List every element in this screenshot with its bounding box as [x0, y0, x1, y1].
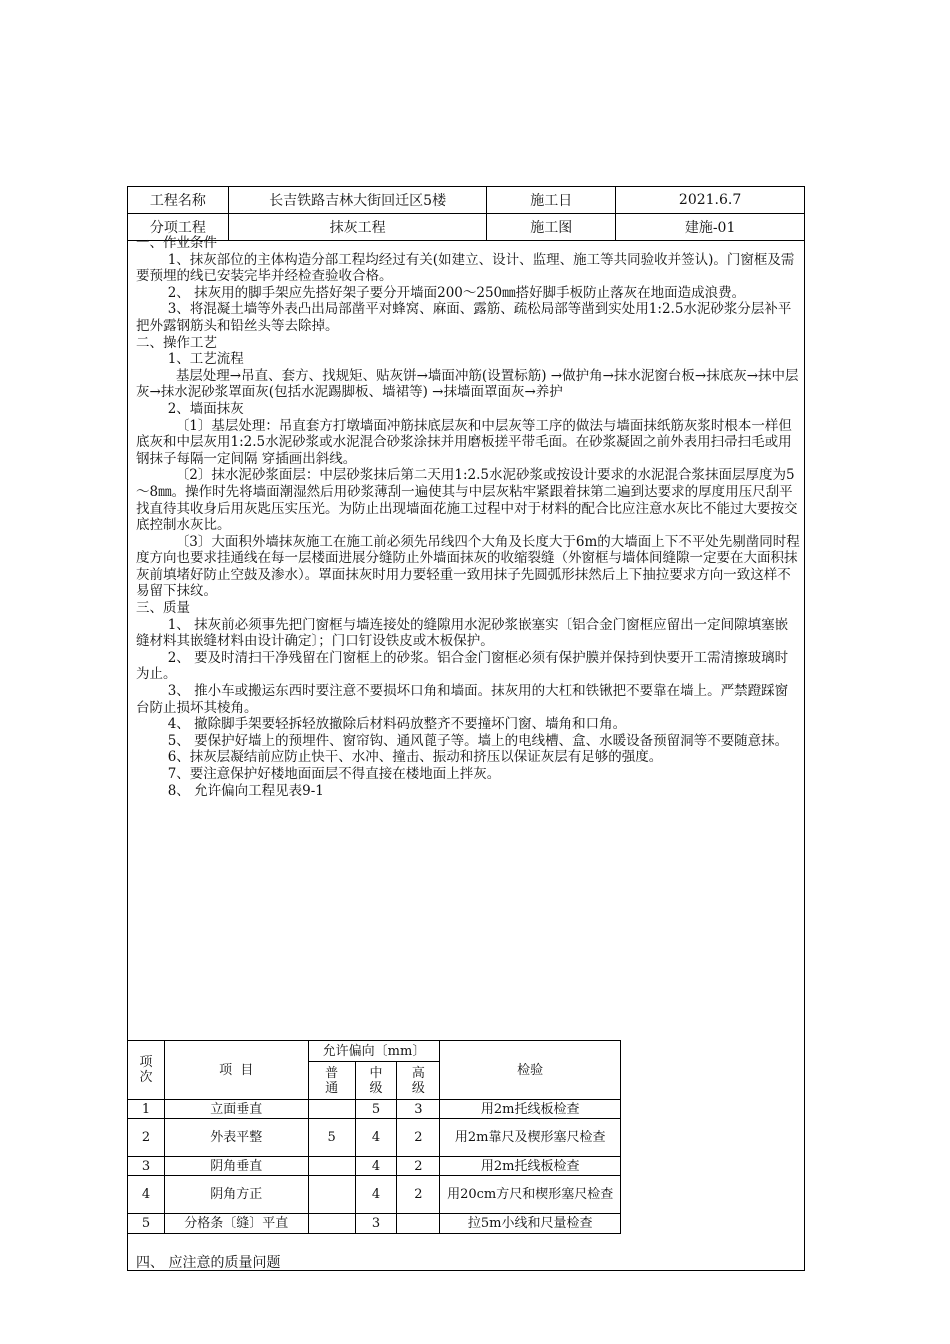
section-heading-1: 一、作业条件: [136, 235, 217, 251]
col-header-allow: 允许偏向〔mm〕: [308, 1041, 440, 1062]
col-header-item: 项 目: [164, 1041, 308, 1100]
table-row: [128, 1214, 621, 1234]
deviation-header-row-1: [128, 1041, 621, 1062]
table-row: [128, 1100, 621, 1119]
deviation-table: [127, 1040, 621, 1234]
cell-item: 阴角方正: [164, 1176, 308, 1214]
cell-item: 立面垂直: [164, 1100, 308, 1119]
project-value: 长吉铁路吉林大街回迁区5楼: [228, 187, 487, 214]
cell-mid: 3: [355, 1214, 397, 1234]
paragraph: 〔2〕抹水泥砂浆面层：中层砂浆抹后第二天用1:2.5水泥砂浆或按设计要求的水泥混合浆抹面层厚度为5～8㎜。操作时先将墙面潮湿然后用砂浆薄刮一遍使其与中层灰粘牢紧跟着抹第二遍到达要求的厚度用压尺刮平找直待其收身后用灰匙压实压光。为防止出现墙面花施工过程中对于材料的配合比应注意水灰比不能过大要按交底控制水灰比。: [136, 467, 798, 534]
item-value: 抹灰工程: [228, 214, 487, 241]
drawing-label: 施工图: [487, 214, 616, 241]
table-row: [128, 1176, 621, 1214]
section-heading-2: 二、操作工艺: [136, 334, 217, 351]
cell-check: 用2m靠尺及楔形塞尺检查: [440, 1119, 621, 1157]
subheading: 2、墙面抹灰: [167, 400, 244, 417]
paragraph: 6、抹灰层凝结前应防止快干、水冲、撞击、振动和挤压以保证灰层有足够的强度。: [167, 749, 663, 766]
paragraph: 2、 抹灰用的脚手架应先搭好架子要分开墙面200～250㎜搭好脚手板防止落灰在地面造成浪费。: [167, 284, 746, 301]
paragraph: 〔1〕基层处理：吊直套方打墩墙面冲筋抹底层灰和中层灰等工序的做法与墙面抹纸筋灰浆时根本一样但底灰和中层灰用1:2.5水泥砂浆或水泥混合砂浆涂抹并用磨板搓平带毛面。在砂浆凝固之前外表用扫帚扫毛或用钢抹子每隔一定间隔 穿插画出斜线。: [136, 417, 792, 467]
cell-check: 用2m托线板检查: [440, 1100, 621, 1119]
cell-normal: [308, 1176, 355, 1214]
cell-high: 2: [397, 1157, 440, 1176]
cell-normal: [308, 1157, 355, 1176]
header-table: [127, 186, 805, 241]
date-value: 2021.6.7: [616, 187, 805, 214]
paragraph: 〔3〕大面积外墙抹灰施工在施工前必须先吊线四个大角及长度大于6m的大墙面上下不平处先剔凿同时程度方向也要求挂通线在每一层楼面进展分缝防止外墙面抹灰的收缩裂缝（外窗框与墙体间缝隙一定要在大面积抹灰前填堵好防止空鼓及渗水）。罩面抹灰时用力要轻重一致用抹子先圆弧形抹然后上下抽拉要求方向一致这样不易留下抹纹。: [136, 533, 800, 600]
paragraph: 2、 要及时清扫干净残留在门窗框上的砂浆。铝合金门窗框必须有保护膜并保持到快要开工需清擦玻璃时为止。: [136, 649, 789, 683]
paragraph: 4、 撤除脚手架要轻拆轻放撤除后材料码放整齐不要撞坏门窗、墙角和口角。: [167, 716, 627, 733]
cell-mid: 5: [355, 1100, 397, 1119]
col-header-mid: 中级: [355, 1062, 397, 1100]
cell-check: 拉5m小线和尺量检查: [440, 1214, 621, 1234]
cell-no: 3: [128, 1157, 165, 1176]
project-label: 工程名称: [128, 187, 229, 214]
header-row-1: [128, 187, 805, 214]
cell-no: 1: [128, 1100, 165, 1119]
cell-item: 阴角垂直: [164, 1157, 308, 1176]
table-row: [128, 1119, 621, 1157]
date-label: 施工日: [487, 187, 616, 214]
paragraph: 8、 允许偏向工程见表9-1: [167, 782, 324, 799]
section-heading-4: 四、 应注意的质量问题: [136, 1255, 281, 1271]
col-header-high: 高级: [397, 1062, 440, 1100]
cell-normal: [308, 1214, 355, 1234]
cell-normal: [308, 1100, 355, 1119]
section-heading-3: 三、质量: [136, 600, 190, 617]
paragraph: 1、 抹灰前必须事先把门窗框与墙连接处的缝隙用水泥砂浆嵌塞实〔铝合金门窗框应留出一定间隙填塞嵌缝材料其嵌缝材料由设计确定〕；门口钉设铁皮或木板保护。: [136, 616, 789, 650]
paragraph: 1、抹灰部位的主体构造分部工程均经过有关(如建立、设计、监理、施工等共同验收并签认)。门窗框及需要预埋的线已安装完毕并经检查验收合格。: [136, 251, 795, 285]
body-text: [136, 235, 800, 799]
cell-check: 用2m托线板检查: [440, 1157, 621, 1176]
paragraph: 3、将混凝土墙等外表凸出局部凿平对蜂窝、麻面、露筋、疏松局部等凿到实处用1:2.5水泥砂浆分层补平把外露钢筋头和铅丝头等去除掉。: [136, 301, 792, 334]
cell-normal: 5: [308, 1119, 355, 1157]
paragraph: 5、 要保护好墙上的预埋件、窗帘钩、通风蓖子等。墙上的电线槽、盒、水暖设备预留洞等不要随意抹。: [167, 732, 789, 749]
cell-mid: 4: [355, 1119, 397, 1157]
cell-high: [397, 1214, 440, 1234]
col-header-normal: 普通: [308, 1062, 355, 1100]
cell-check: 用20cm方尺和楔形塞尺检查: [440, 1176, 621, 1214]
cell-mid: 4: [355, 1157, 397, 1176]
subheading: 1、工艺流程: [167, 351, 244, 368]
cell-mid: 4: [355, 1176, 397, 1214]
paragraph: 7、要注意保护好楼地面面层不得直接在楼地面上拌灰。: [167, 766, 501, 782]
cell-high: 3: [397, 1100, 440, 1119]
col-header-no: 项次: [128, 1041, 165, 1100]
cell-high: 2: [397, 1176, 440, 1214]
cell-no: 4: [128, 1176, 165, 1214]
item-label: 分项工程: [128, 214, 229, 241]
paragraph: 3、 推小车或搬运东西时要注意不要损坏口角和墙面。抹灰用的大杠和铁锹把不要靠在墙上。严禁蹬踩窗台防止损坏其棱角。: [136, 683, 789, 716]
col-header-check: 检验: [440, 1041, 621, 1100]
cell-high: 2: [397, 1119, 440, 1157]
cell-item: 分格条〔缝〕平直: [164, 1214, 308, 1234]
drawing-value: 建施-01: [616, 214, 805, 241]
cell-no: 5: [128, 1214, 165, 1234]
cell-no: 2: [128, 1119, 165, 1157]
paragraph: 基层处理→吊直、套方、找规矩、贴灰饼→墙面冲筋(设置标筋) →做护角→抹水泥窗台板→抹底灰→抹中层灰→抹水泥砂浆罩面灰(包括水泥踢脚板、墙裙等) →抹墙面罩面灰→养护: [136, 367, 799, 401]
table-row: [128, 1157, 621, 1176]
cell-item: 外表平整: [164, 1119, 308, 1157]
